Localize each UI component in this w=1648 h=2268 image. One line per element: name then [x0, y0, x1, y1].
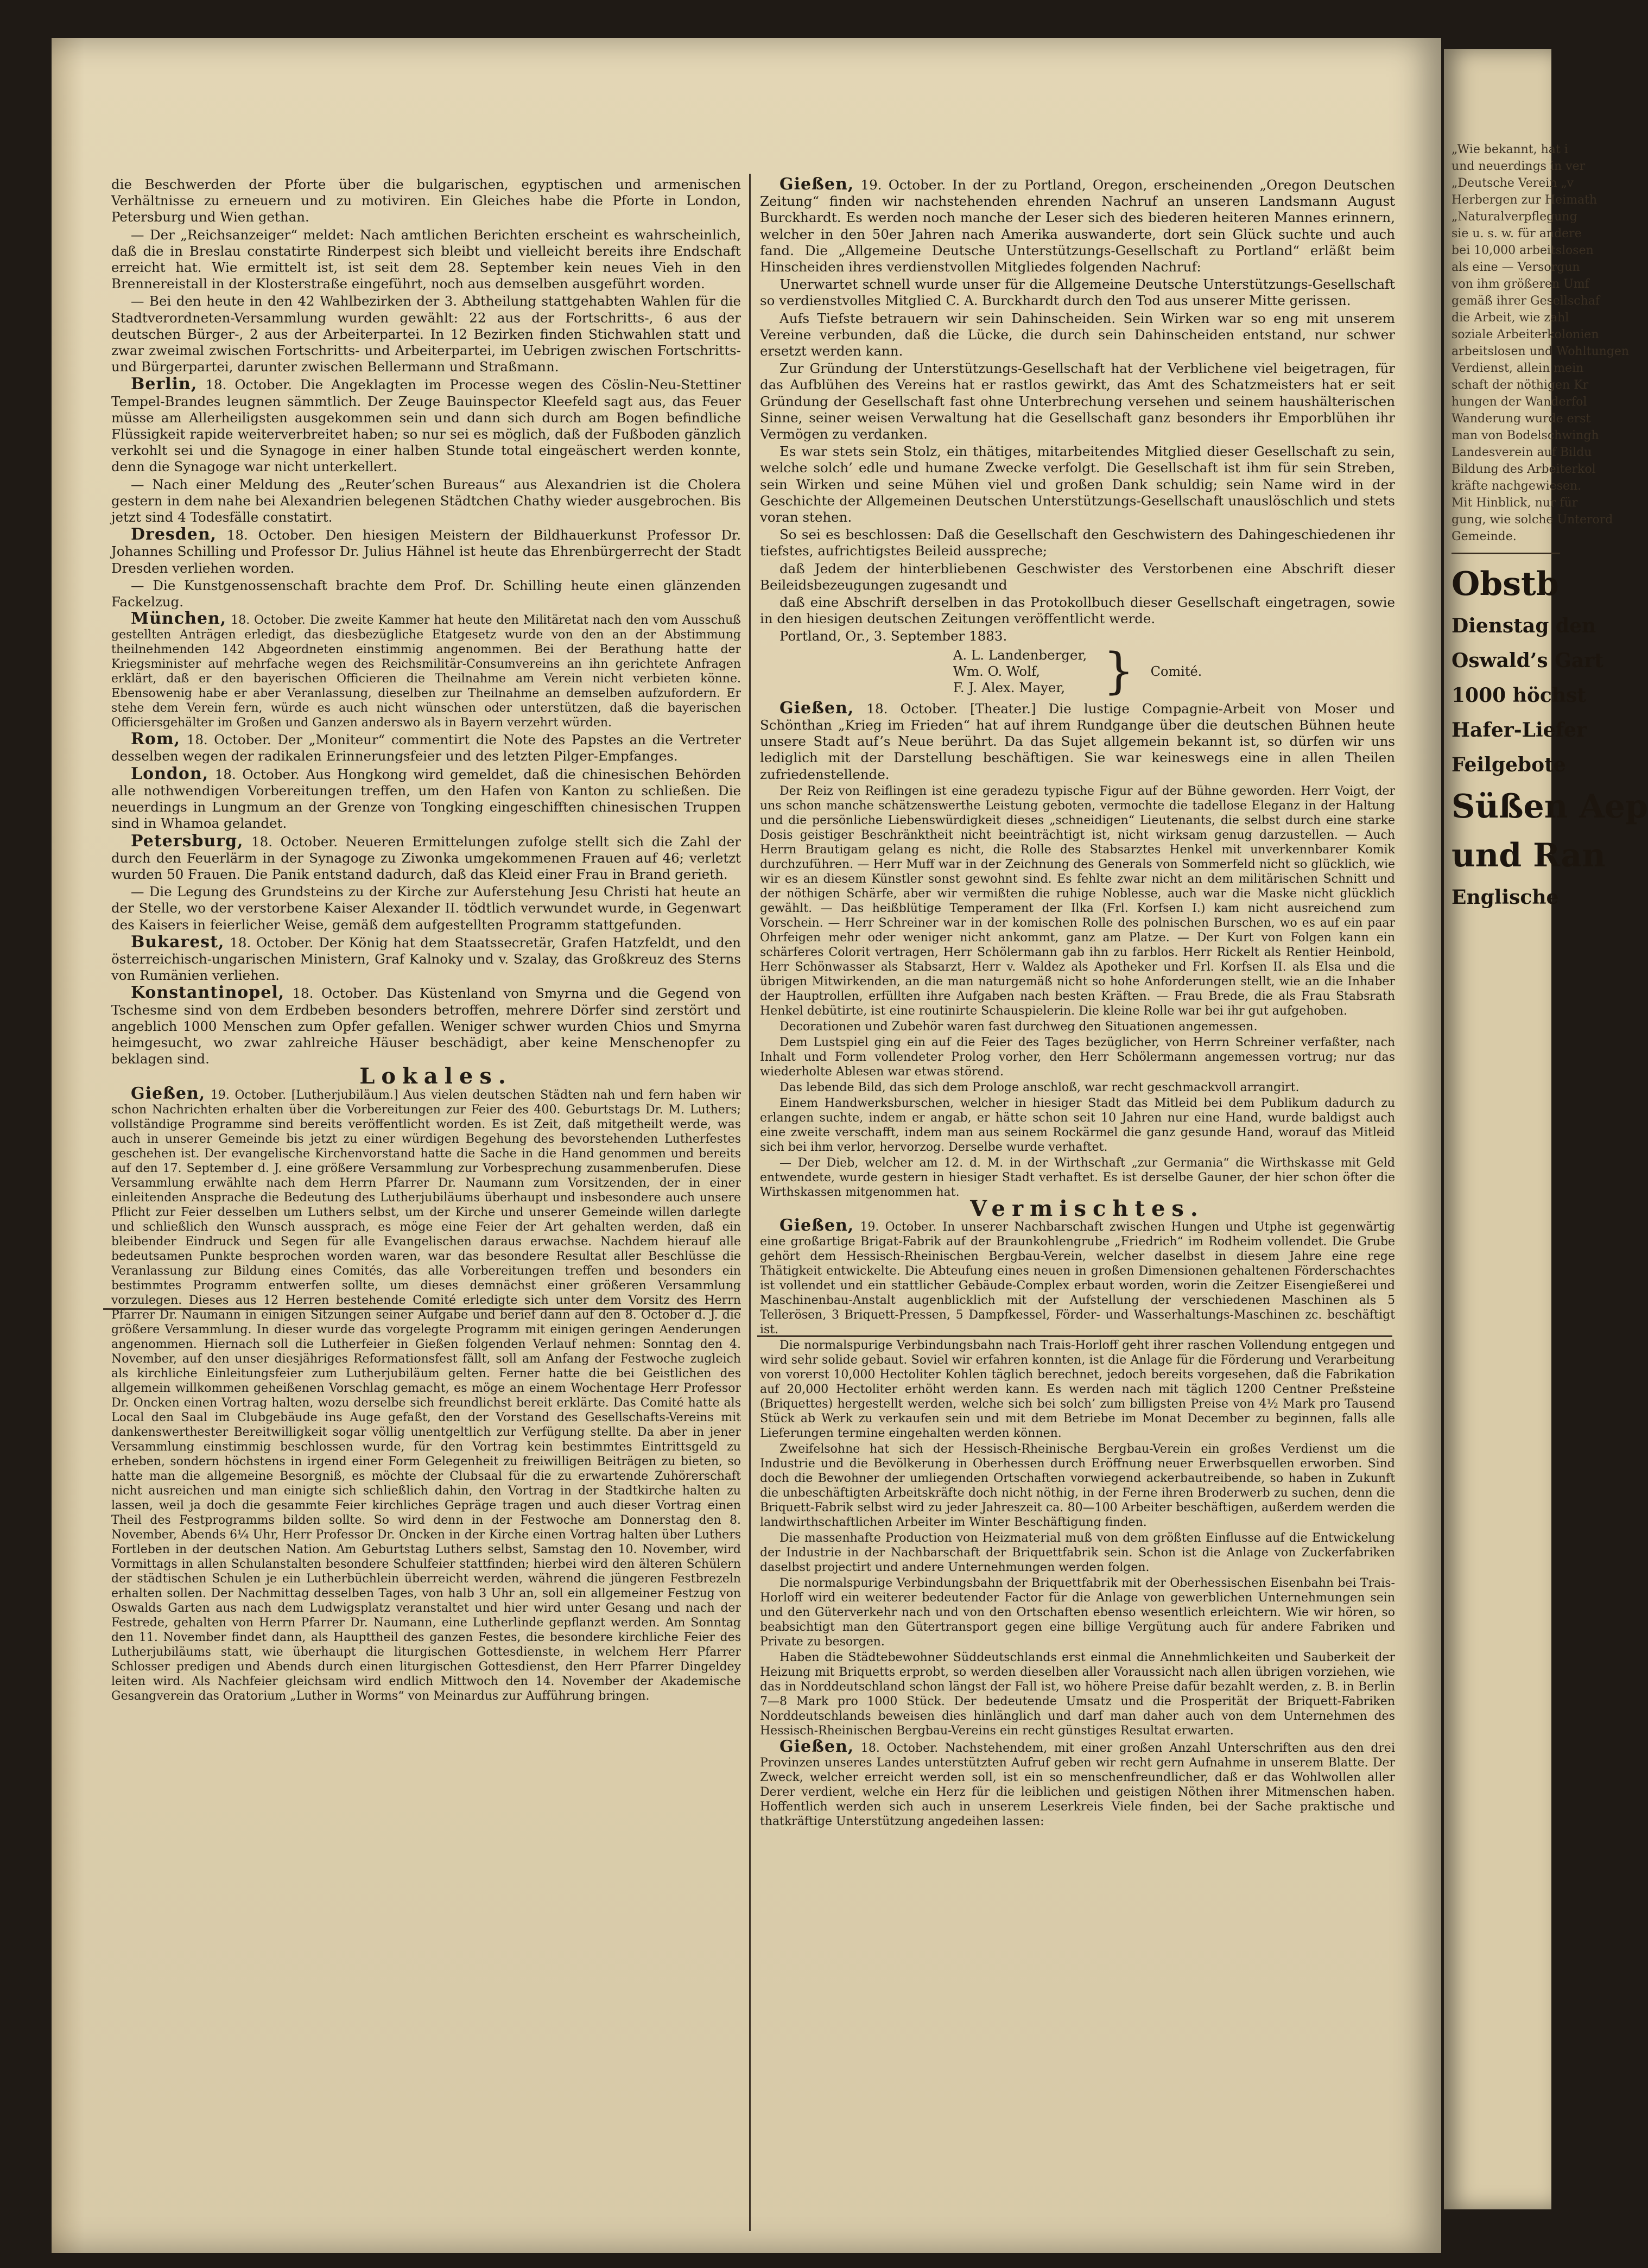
dateline-city: Gießen, [131, 1084, 206, 1103]
article-text: Decorationen und Zubehör waren fast durchweg den Situationen angemessen. [779, 1019, 1258, 1034]
misc-news-item [760, 1650, 1395, 1738]
fragment-line: „Naturalverpflegung [1451, 210, 1577, 224]
fragment-line: kräfte nachgewiesen. [1451, 479, 1582, 493]
article-text: 19. October. [Lutherjubiläum.] Aus vielen deutschen Städten nah und fern haben wir schon Nachrichten erhalten über die Vorbereitungen zur Feier des 400. Geburtstags Dr. M. Luthers; vollständige Programme sind bereits veröffentlicht worden. Es ist Zeit, daß mitgetheilt werde, was auch in unserer Gemeinde bis jetzt zu einer würdigen Begehung des bevorstehenden Lutherfestes geschehen ist. Der evangelische Kirchenvorstand hatte die Sache in die Hand genommen und bereits auf den 17. September d. J. eine größere Versammlung zur Vorbesprechung zusammenberufen. Diese Versammlung erwählte nach dem Herrn Pfarrer Dr. Naumann zum Vorsitzenden, der in einer einleitenden Ansprache die Bedeutung des Lutherjubiläums überhaupt und insbesondere auch unsere Pflicht zur Feier desselben um Luthers selbst, um der Kirche und unserer Gemeinde willen darlegte und schließlich den Wunsch aussprach, es möge eine Feier der Art gehalten werden, daß ein bleibender Eindruck und Segen für alle Evangelischen daraus erwachse. Nachdem hierauf alle bedeutsamen Punkte besprochen worden waren, war das besondere Resultat aller Beschlüsse die Veranlassung zur Bildung eines Comités, das alle Vorbereitungen treffen und besonders ein bestimmtes Programm entwerfen sollte, um dieses demnächst einer größeren Versammlung vorzulegen. Dieses aus 12 Herren bestehende Comité erledigte sich unter dem Vorsitz des Herrn Pfarrer Dr. Naumann in einigen Sitzungen seiner Aufgabe und berief dann auf den 8. October d. J. die größere Versammlung. In dieser wurde das vorgelegte Programm mit einigen geringen Aenderungen angenommen. Hiernach soll die Lutherfeier in Gießen folgenden Verlauf nehmen: Sonntag den 4. November, auf den unser diesjähriges Reformationsfest fällt, soll am Anfang der Festwoche zugleich als kirchliche Einleitungsfeier zum Lutherjubiläum gelten. Ferner hatte die bei Geistlichen des allgemein willkommen geheißenen Vorschlag gemacht, es möge an einem Wochentage Herr Professor Dr. Oncken einen Vortrag halten, wozu derselbe sich freundlichst bereit erklärte. Das Comité hatte als Local den Saal im Clubgebäude ins Auge gefaßt, den der Vorstand des Gesellschafts-Vereins mit dankenswerthester Bereitwilligkeit sogar völlig unentgeltlich zur Verfügung stellte. Da aber in jener Versammlung einstimmig beschlossen wurde, für den Vortrag kein bestimmtes Eintrittsgeld zu erheben, sondern höchstens in irgend einer Form Gelegenheit zu freiwilligen Beiträgen zu bieten, so hatte man die allgemeine Besorgniß, es möchte der Clubsaal für die zu erwartende Zuhörerschaft nicht ausreichen und man einigte sich schließlich dahin, den Vortrag in der Stadtkirche halten zu lassen, weil ja doch die gesammte Feier kirchliches Gepräge tragen und auch dieser Vortrag einen Theil des Festprogramms bilden sollte. So wird denn in der Festwoche am Donnerstag den 8. November, Abends 6¼ Uhr, Herr Professor Dr. Oncken in der Kirche einen Vortrag halten über Luthers Fortleben in der deutschen Nation. Am Geburtstag Luthers selbst, Samstag den 10. November, wird Vormittags in allen Schulanstalten besondere Schulfeier stattfinden; hierbei wird den älteren Schülern der städtischen Schulen je ein Lutherbüchlein überreicht werden, während die jüngeren Festbrezeln erhalten sollen. Der Nachmittag desselben Tages, von halb 3 Uhr an, soll ein allgemeiner Festzug von Oswalds Garten aus nach dem Ludwigsplatz veranstaltet und hier wird unter Gesang und nach der Festrede, gehalten von Herrn Pfarrer Dr. Naumann, eine Lutherlinde gepflanzt werden. Am Sonntag den 11. November findet dann, als Haupttheil des ganzen Festes, die besondere kirchliche Feier des Lutherjubiläums statt, wie überhaupt die liturgischen Gottesdienste, in welchem Herr Pfarrer Schlosser predigen und Abends durch einen liturgischen Gottesdienst, den Herr Pfarrer Dingeldey leiten wird. Als Nachfeier gleichsam wird endlich Mittwoch den 14. November der Akademische Gesangverein das Oratorium „Luther in Worms“ von Meinardus zur Aufführung bringen. [111, 1088, 741, 1703]
fragment-headline: 1000 höchst [1451, 684, 1586, 707]
brace: } [1103, 642, 1134, 700]
fragment-line: Herbergen zur Heimath [1451, 193, 1598, 207]
news-item [111, 833, 741, 883]
news-item [760, 594, 1395, 627]
dateline-city: München, [131, 609, 227, 629]
news-item [760, 628, 1395, 644]
dateline-city: Dresden, [131, 525, 217, 544]
news-item [111, 934, 741, 984]
fragment-line: „Deutsche Verein „v [1451, 176, 1574, 190]
article-text: Der Reiz von Reiflingen ist eine geradezu typische Figur auf der Bühne geworden. Herr Voigt, der uns schon manche schätzenswerthe Leistung geboten, vermochte die tadellose Eleganz in der Haltung und die persönliche Liebenswürdigkeit dieses „schneidigen“ Lieutenants, die selbst durch eine starke Dosis geistiger Beschränktheit nicht beeinträchtigt ist, nicht wirksam genug darzustellen. — Auch Herrn Brautigam gelang es nicht, die Rolle des Stabsarztes Henkel mit unverkennbarer Komik durchzuführen. — Herr Muff war in der Zeichnung des Generals von Sommerfeld nicht so glücklich, wie wir es an diesem Künstler sonst gewohnt sind. Es fehlte zwar nicht an dem militärischen Schnitt und der nöthigen Schärfe, aber wir vermißten die ruhige Noblesse, auch war die Maske nicht glücklich gewählt. — Das heißblütige Temperament der Ilka (Frl. Korfsen I.) kam nicht ausreichend zum Vorschein. — Herr Schreiner war in der komischen Rolle des polnischen Burschen, wo es auf ein paar Ohrfeigen mehr oder weniger nicht ankommt, ganz am Platze. — Der Kurt von Folgen kann ein schärferes Colorit vertragen, Herr Schölermann gab ihn zu farblos. Herr Rickelt als Rentier Heinbold, Herr Schönwasser als Stabsarzt, Herr v. Waldez als Apotheker und Frl. Korfsen II. als Elsa und die übrigen Mitwirkenden, an die man naturgemäß nicht so hohe Anforderungen stellt, wie an die Inhaber der Hauptrollen, erfüllten ihre Aufgaben nach besten Kräften. — Frau Brede, die als Frau Stabsrath Henkel debütirte, ist eine routinirte Schauspielerin. Die kleine Rolle war bei ihr gut aufgehoben. [760, 784, 1395, 1018]
dateline-city: Gießen, [779, 175, 854, 194]
fragment-headline: Hafer-Liefer [1451, 719, 1587, 742]
news-item [760, 1080, 1395, 1095]
fragment-line: die Arbeit, wie zahl [1451, 311, 1569, 325]
fragment-headline: Feilgebote [1451, 753, 1566, 776]
column-divider [749, 174, 751, 2231]
article-text: Zur Gründung der Unterstützungs-Gesellschaft hat der Verblichene viel beigetragen, für das Aufblühen des Vereins hat er rastlos gewirkt, das Amt des Schatzmeisters hat er seit Gründung der Gesellschaft fast ohne Unterbrechung versehen und seinem haushälterischen Sinne, seiner weisen Verwaltung hat die Gesellschaft ganz besonders ihr Emporblühen ihr Vermögen zu verdanken. [760, 360, 1395, 442]
news-item [760, 784, 1395, 1018]
fragment-line: gemäß ihrer Gesellschaf [1451, 294, 1600, 308]
adjacent-page-fragment [1444, 49, 1648, 2209]
article-text: 18. October. Der König hat dem Staatssecretär, Grafen Hatzfeldt, und den österreichisch-ungarischen Ministern, Graf Kalnoky und v. Szalay, das Großkreuz des Sterns von Rumänien verliehen. [111, 934, 741, 984]
article-text: 18. October. Nachstehendem, mit einer großen Anzahl Unterschriften aus den drei Provinzen unseres Landes unterstützten Aufruf geben wir recht gern Aufnahme in unserem Blatte. Der Zweck, welcher erreicht werden soll, ist ein so menschenfreundlicher, daß er das Wohlwollen aller Derer verdient, welche ein Herz für die leiblichen und geistigen Nöthen ihrer Mitmenschen haben. Hoffentlich werden sich auch in unserem Leserkreis Viele finden, bei der Sache praktische und thatkräftige Unterstützung angedeihen lassen: [760, 1741, 1395, 1828]
news-item [760, 561, 1395, 593]
signatory-name: F. J. Alex. Mayer, [953, 679, 1066, 695]
dateline-city: London, [131, 764, 209, 783]
fragment-line: Wanderung wurde erst [1451, 412, 1591, 426]
news-item [760, 176, 1395, 275]
news-item [111, 527, 741, 576]
dateline-city: Bukarest, [131, 932, 225, 952]
article-text: — Der „Reichsanzeiger“ meldet: Nach amtlichen Berichten erscheint es wahrscheinlich, daß die in Breslau constatirte Rinderpest sich bleibt und vielleicht bereits ihre Endschaft erreicht hat. Wie ermittelt ist, ist seit dem 28. September kein neues Vieh in den Brennereistall in der Klosterstraße eingeführt, noch aus demselben ausgeführt worden. [111, 226, 741, 292]
news-item [760, 1096, 1395, 1155]
news-item [111, 477, 741, 526]
news-item [760, 360, 1395, 442]
news-item [760, 276, 1395, 309]
fragment-line: gung, wie solche Unterord [1451, 513, 1613, 527]
left-column [111, 176, 741, 2223]
article-text: 18. October. Neueren Ermittelungen zufolge stellt sich die Zahl der durch den Feuerlärm in der Synagoge zu Ziwonka umgekommenen Frauen auf 46; verletzt wurden 50 Frauen. Die Panik entstand dadurch, daß das Kleid einer Frau in Brand gerieth. [111, 833, 741, 882]
signatory-name: Wm. O. Wolf, [953, 663, 1040, 679]
fragment-line: Gemeinde. [1451, 530, 1517, 543]
article-text: Dem Lustspiel ging ein auf die Feier des Tages bezüglicher, von Herrn Schreiner verfaßter, nach Inhalt und Form vollendeter Prolog vorher, den Herr Schölermann angemessen vortrug; nur das wiederholte Ablesen war etwas störend. [760, 1035, 1395, 1079]
dateline-city: Gießen, [779, 1215, 854, 1235]
fragment-line: hungen der Wanderfol [1451, 395, 1587, 409]
article-text: 18. October. Den hiesigen Meistern der Bildhauerkunst Professor Dr. Johannes Schilling und Professor Dr. Julius Hähnel ist heute das Ehrenbürgerrecht der Stadt Dresden verliehen worden. [111, 527, 741, 576]
fragment-line: bei 10,000 arbeitslosen [1451, 244, 1594, 257]
news-item [760, 1019, 1395, 1034]
misc-news-item [760, 1739, 1395, 1829]
misc-news-item [760, 1338, 1395, 1441]
article-text: 18. October. Die zweite Kammer hat heute den Militäretat nach den vom Ausschuß gestellten Anträgen erledigt, das diesbezügliche Etatgesetz wurde von den an der Abstimmung theilnehmenden 142 Abgeordneten einstimmig angenommen. Bei der Berathung hatte der Kriegsminister auf mehrfache wegen des Reichsmilitär-Consumvereins an ihn gerichtete Anfragen erklärt, daß er den bayerischen Officieren die Theilnahme am Verein nicht verbieten könne. Ebensowenig habe er aber Veranlassung, dieselben zur Theilnahme an demselben aufzufordern. Er stehe dem Verein fern, würde es auch nicht wünschen oder unterstützen, daß die bayerischen Officiersgehälter im Großen und Ganzen anderswo als in Bayern verzehrt würden. [111, 613, 741, 730]
adjacent-page-text [1451, 141, 1648, 920]
article-text: 18. October. [Theater.] Die lustige Compagnie-Arbeit von Moser und Schönthan „Krieg im Frieden“ hat auf ihrem Rundgange über die deutschen Bühnen heute unsere Stadt auf’s Neue berührt. Da das Sujet allgemein bekannt ist, so dürfen wir uns lediglich mit der Darstellung beschäftigen. Sie war keineswegs eine in allen Theilen zufriedenstellende. [760, 700, 1395, 782]
fragment-line: arbeitslosen und Wohltungen [1451, 345, 1630, 358]
fragment-headline: Süßen Aep [1451, 788, 1648, 826]
fragment-line: schaft der nöthigen Kr [1451, 378, 1589, 392]
fragment-line: als eine — Versorgun [1451, 261, 1580, 274]
news-item [111, 293, 741, 375]
news-item [111, 227, 741, 293]
article-text: Aufs Tiefste betrauern wir sein Dahinscheiden. Sein Wirken war so eng mit unserem Vereine verbunden, daß die Lücke, die durch sein Dahinscheiden entstand, nur schwer ersetzt werden kann. [760, 310, 1395, 359]
dateline-city: Gießen, [779, 1737, 854, 1756]
news-item [111, 766, 741, 832]
dateline-city: Gießen, [779, 698, 854, 718]
news-item [760, 700, 1395, 783]
article-text: daß Jedem der hinterbliebenen Geschwister des Verstorbenen eine Abschrift dieser Beileidsbezeugungen zugesandt und [760, 560, 1395, 593]
article-text: — Nach einer Meldung des „Reuter’schen Bureaus“ aus Alexandrien ist die Cholera gestern in dem nahe bei Alexandrien belegenen Städtchen Chathy wieder ausgebrochen. Bis jetzt sind 4 Todesfälle constatirt. [111, 476, 741, 525]
article-text: Die normalspurige Verbindungsbahn nach Trais-Horloff geht ihrer raschen Vollendung entgegen und wird sehr solide gebaut. Soviel wir erfahren konnten, ist die Anlage für die Förderung und Verarbeitung von vorerst 10,000 Hectoliter Kohlen täglich berechnet, jedoch bereits vorgesehen, daß die Fabrikation auf 20,000 Hectoliter erhöht werden kann. Es werden nach mit täglich 1200 Centner Preßsteine (Briquettes) hergestellt werden, welche sich bei solch’ zum billigsten Preise von 4½ Mark pro Tausend Stück ab Werk zu verkaufen sein und mit dem Betriebe im Monat December zu beginnen, falls alle Lieferungen termine eingehalten werden können. [760, 1338, 1395, 1440]
signature-block [760, 642, 1395, 700]
news-item [760, 1156, 1395, 1200]
dateline-city: Berlin, [131, 375, 198, 394]
fragment-line: „Wie bekannt, hat i [1451, 143, 1568, 156]
article-text: Haben die Städtebewohner Süddeutschlands erst einmal die Annehmlichkeiten und Sauberkeit der Heizung mit Briquetts erprobt, so werden dieselben aller Voraussicht nach allen übrigen vorziehen, wie das in Norddeutschland schon längst der Fall ist, wo höhere Preise dafür bezahlt werden, z. B. in Berlin 7—8 Mark pro 1000 Stück. Der bedeutende Umsatz und die Prosperität der Briquett-Fabriken Norddeutschlands beweisen dies hinlänglich und darf man daher auch von dem Unternehmen des Hessisch-Rheinischen Bergbau-Vereins ein recht günstiges Resultat erwarten. [760, 1650, 1395, 1738]
fragment-headline: Englische [1451, 886, 1559, 909]
article-text: Einem Handwerksburschen, welcher in hiesiger Stadt das Mitleid bei dem Publikum dadurch zu erlangen suchte, indem er angab, er hätte schon seit 10 Jahren nur eine Hand, wurde baldigst auch eine zweite verschafft, indem man aus seinem Rockärmel die ganz gesunde Hand, worauf das Mitleid sich bei ihm verlor, hervorzog. Derselbe wurde verhaftet. [760, 1096, 1395, 1154]
news-item [760, 311, 1395, 360]
fragment-line: von ihm größeren Umf [1451, 277, 1589, 291]
article-text: 18. October. Das Küstenland von Smyrna und die Gegend von Tschesme sind von dem Erdbeben besonders betroffen, mehrere Dörfer sind zerstört und angeblich 1000 Menschen zum Opfer gefallen. Weniger schwer wurden Chios und Smyrna heimgesucht, wo zwar zahlreiche Häuser beschädigt, aber keine Menschenopfer zu beklagen sind. [111, 985, 741, 1067]
right-column [760, 176, 1395, 2223]
article-text: Es war stets sein Stolz, ein thätiges, mitarbeitendes Mitglied dieser Gesellschaft zu sein, welche solch’ edle und humane Zwecke verfolgt. Die Gesellschaft ist ihm für sein Streben, sein Wirken und seine Mühen viel und großen Dank schuldig; sein Name wird in der Geschichte der Allgemeinen Deutschen Unterstützungs-Gesellschaft unauslöschlich und stets voran stehen. [760, 444, 1395, 525]
news-item [760, 1035, 1395, 1079]
dateline-city: Rom, [131, 730, 181, 749]
news-item [760, 444, 1395, 525]
news-item [111, 985, 741, 1067]
comite-label: Comité. [1150, 663, 1202, 679]
article-text: — Die Legung des Grundsteins zu der Kirche zur Auferstehung Jesu Christi hat heute an der Stelle, wo der verstorbene Kaiser Alexander II. tödtlich verwundet wurde, in Gegenwart des Kaisers in feierlicher Weise, gemäß dem aufgestellten Programm stattgefunden. [111, 884, 741, 933]
dateline-city: Petersburg, [131, 831, 244, 851]
local-news-item [111, 1086, 741, 1703]
fragment-line: sie u. s. w. für andere [1451, 227, 1582, 240]
news-item [760, 527, 1395, 559]
misc-news-item [760, 1531, 1395, 1575]
fragment-line: Mit Hinblick, nur für [1451, 496, 1578, 510]
article-text: Zweifelsohne hat sich der Hessisch-Rheinische Bergbau-Verein ein großes Verdienst um die Industrie und die Bevölkerung in Oberhessen durch Eröffnung neuer Erwerbsquellen erworben. Sind doch die Bewohner der umliegenden Ortschaften vorwiegend ackerbautreibende, so haben in Zukunft die unbeschäftigten Arbeitskräfte doch nicht nöthig, in der Ferne ihren Broderwerb zu suchen, denn die Briquett-Fabrik selbst wird zu jeder Jahreszeit ca. 80—100 Arbeiter beschäftigen, außerdem werden die landwirthschaftlichen Arbeiter im Winter Beschäftigung finden. [760, 1442, 1395, 1529]
article-text: 18. October. Der „Moniteur“ commentirt die Note des Papstes an die Vertreter desselben wegen der radikalen Erinnerungsfeier und des letzten Pilger-Empfanges. [111, 732, 741, 764]
article-text: 18. October. Aus Hongkong wird gemeldet, daß die chinesischen Behörden alle nothwendigen Vorbereitungen treffen, um den Hafen von Kanton zu schließen. Die neuerdings in Lungmum an der Grenze von Tongking eingeschifften chinesischen Truppen sind in Whamoa gelandet. [111, 766, 741, 832]
article-text: Die normalspurige Verbindungsbahn der Briquettfabrik mit der Oberhessischen Eisenbahn bei Trais-Horloff wird ein weiterer bedeutender Factor für die Anlage von gewerblichen Unternehmungen sein und den Güterverkehr nach und von den Ortschaften ebenso wesentlich erleichtern. Wie wir hören, so beabsichtigt man den Gütertransport gegen eine billige Vergütung auch für andere Fabriken und Private zu besorgen. [760, 1576, 1395, 1649]
article-text: Das lebende Bild, das sich dem Prologe anschloß, war recht geschmackvoll arrangirt. [779, 1080, 1300, 1094]
article-text: daß eine Abschrift derselben in das Protokollbuch dieser Gesellschaft eingetragen, sowie in den hiesigen deutschen Zeitungen veröffentlicht werde. [760, 594, 1395, 627]
news-item [111, 884, 741, 933]
fragment-line: soziale Arbeiterkolonien [1451, 328, 1599, 341]
section-title: Lokales. [359, 1063, 512, 1089]
fragment-headline: Obstb [1451, 565, 1559, 603]
misc-news-item [760, 1576, 1395, 1649]
fragment-line: Verdienst, allein mein [1451, 362, 1584, 375]
fragment-headline: und Ran [1451, 837, 1606, 875]
article-text: Die massenhafte Production von Heizmaterial muß von dem größten Einflusse auf die Entwickelung der Industrie in der Nachbarschaft der Briquettfabrik sein. Schon ist die Anlage von Zuckerfabriken daselbst projectirt und andere Unternehmungen werden folgen. [760, 1531, 1395, 1574]
signatory-name: A. L. Landenberger, [953, 647, 1087, 663]
fragment-rule [1451, 553, 1560, 554]
article-text: — Bei den heute in den 42 Wahlbezirken der 3. Abtheilung stattgehabten Wahlen für die Stadtverordneten-Versammlung wurden gewählt: 22 aus der Fortschritts-, 6 aus der deutschen Bürger-, 2 aus der Arbeiterpartei. In 12 Bezirken finden Stichwahlen statt und zwar zweimal zwischen Fortschritts- und Arbeiterpartei, im Uebrigen zwischen Fortschritts- und Bürgerpartei, darunter zwischen Bellermann und Straßmann. [111, 293, 741, 375]
article-text: — Die Kunstgenossenschaft brachte dem Prof. Dr. Schilling heute einen glänzenden Fackelzug. [111, 577, 741, 610]
misc-news-item [760, 1215, 1395, 1337]
article-text: — Der Dieb, welcher am 12. d. M. in der Wirthschaft „zur Germania“ die Wirthskasse mit Geld entwendete, wurde gestern in hiesiger Stadt verhaftet. Es ist derselbe Gauner, der hier schon öfter die Wirthskassen mitgenommen hat. [760, 1156, 1395, 1199]
news-item [111, 731, 741, 764]
article-text: 19. October. In der zu Portland, Oregon, erscheinenden „Oregon Deutschen Zeitung“ finden wir nachstehenden ehrenden Nachruf an unseren Landsmann August Burckhardt. Es werden noch manche der Leser sich des biederen heiteren Mannes erinnern, welcher in den 50er Jahren nach Amerika auswanderte, dort sein Glück suchte und auch fand. Die „Allgemeine Deutsche Unterstützungs-Gesellschaft zu Portland“ erläßt beim Hinscheiden ihres verdienstvollen Mitgliedes folgenden Nachruf: [760, 177, 1395, 275]
article-text: So sei es beschlossen: Daß die Gesellschaft den Geschwistern des Dahingeschiedenen ihr tiefstes, aufrichtigstes Beileid ausspreche; [760, 527, 1395, 559]
article-text: 19. October. In unserer Nachbarschaft zwischen Hungen und Utphe ist gegenwärtig eine großartige Brigat-Fabrik auf der Braunkohlengrube „Friedrich“ im Rodheim vollendet. Die Grube gehört dem Hessisch-Rheinischen Bergbau-Verein, welcher daselbst in diesem Jahre eine rege Thätigkeit entwickelte. Die Abteufung eines neuen in großen Dimensionen gehaltenen Förderschachtes ist vollendet und ein stattlicher Gebäude-Complex erbaut worden, worin die Zeitzer Eisengießerei und Maschinenbau-Anstalt augenblicklich mit der Aufstellung der verschiedenen Maschinen als 5 Tellerösen, 3 Briquett-Pressen, 5 Dampfkessel, Förder- und Wasserhaltungs-Maschinen zc. beschäftigt ist. [760, 1220, 1395, 1336]
dateline-city: Konstantinopel, [131, 983, 285, 1003]
article-text: Portland, Or., 3. September 1883. [779, 628, 1007, 644]
fragment-line: Bildung des Arbeiterkol [1451, 463, 1596, 476]
newspaper-page [52, 38, 1441, 2253]
misc-news-item [760, 1442, 1395, 1530]
news-item [111, 578, 741, 610]
news-item [111, 376, 741, 475]
fragment-line: und neuerdings in ver [1451, 160, 1586, 173]
fragment-line: man von Bodelschwingh [1451, 429, 1599, 442]
article-text: 18. October. Die Angeklagten im Processe wegen des Cöslin-Neu-Stettiner Tempel-Brandes leugnen sämmtlich. Der Zeuge Bauinspector Kleefeld sagt aus, das Feuer müsse am Allerheiligsten ausgekommen sein und dann sich durch am Bogen befindliche Flüssigkeit rapide weiterverbreitet haben; so nur sei es möglich, daß der Fußboden gänzlich verkohlt sei und die Synagoge in einer halben Stunde total eingeäschert werden konnte, denn die Synagoge war nicht unterkellert. [111, 377, 741, 475]
article-text: die Beschwerden der Pforte über die bulgarischen, egyptischen und armenischen Verhältnisse zu erneuern und zu motiviren. Ein Gleiches habe die Pforte in London, Petersburg und Wien gethan. [111, 176, 741, 225]
news-item [111, 176, 741, 226]
fragment-line: Landesverein auf Bildu [1451, 446, 1592, 459]
fragment-headline: Dienstag den [1451, 614, 1596, 637]
section-title: Vermischtes. [970, 1195, 1205, 1221]
news-item [111, 611, 741, 730]
article-text: Unerwartet schnell wurde unser für die Allgemeine Deutsche Unterstützungs-Gesellschaft so verdienstvolles Mitglied C. A. Burckhardt durch den Tod aus unserer Mitte gerissen. [760, 276, 1395, 309]
fragment-headline: Oswald’s Gart [1451, 649, 1603, 672]
